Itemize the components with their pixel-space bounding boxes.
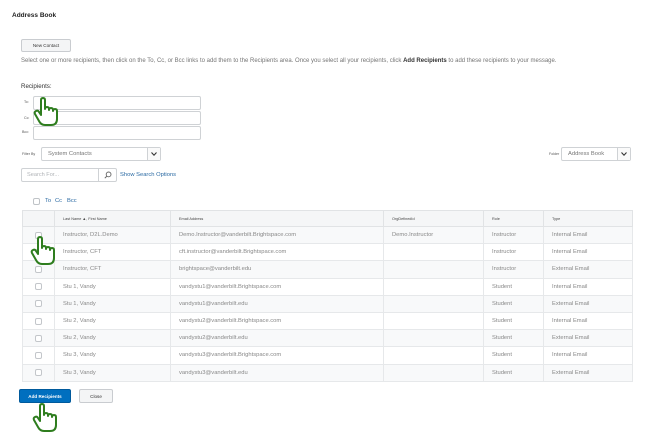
instructions-part: to add these recipients to your message. [446, 58, 557, 64]
to-label: To: [24, 100, 29, 104]
show-search-options-link[interactable]: Show Search Options [120, 172, 177, 178]
page-title: Address Book [12, 12, 57, 19]
row-checkbox[interactable] [35, 369, 42, 376]
filter-select[interactable] [41, 147, 161, 161]
search-placeholder: Search For... [27, 172, 60, 178]
table-row[interactable] [23, 364, 633, 381]
row-checkbox[interactable] [35, 318, 42, 325]
search-input[interactable] [21, 168, 117, 182]
bcc-link[interactable]: Bcc [67, 198, 77, 204]
name-cell: Instructor, CFT [55, 244, 171, 261]
cc-link[interactable]: Cc [55, 198, 63, 204]
orgid-cell [384, 244, 484, 261]
orgid-cell [384, 330, 484, 347]
type-cell: Internal Email [544, 244, 633, 261]
role-cell: Student [484, 347, 544, 364]
instructions-emphasis: Add Recipients [403, 58, 447, 64]
orgid-cell [384, 278, 484, 295]
bcc-label: Bcc: [22, 130, 29, 134]
type-column-header: Type [544, 211, 633, 227]
orgid-cell [384, 347, 484, 364]
name-cell: Stu 2, Vandy [55, 312, 171, 329]
to-link[interactable]: To [45, 198, 52, 204]
filter-label: Filter By [22, 152, 36, 156]
row-checkbox-cell[interactable] [23, 278, 55, 295]
type-cell: Internal Email [544, 227, 633, 244]
table-row[interactable] [23, 347, 633, 364]
row-checkbox[interactable] [35, 335, 42, 342]
instructions-text [21, 57, 621, 67]
type-cell: External Email [544, 364, 633, 381]
type-cell: Internal Email [544, 347, 633, 364]
email-cell: vandystu3@vanderbilt.edu [171, 364, 384, 381]
role-cell: Student [484, 295, 544, 312]
email-cell: Demo.Instructor@vanderbilt.Brightspace.com [171, 227, 384, 244]
folder-value: Address Book [568, 151, 605, 157]
role-cell: Student [484, 364, 544, 381]
folder-label: Folder [549, 152, 560, 156]
role-cell: Student [484, 278, 544, 295]
table-row[interactable] [23, 312, 633, 329]
hand-pointer-icon [31, 403, 59, 433]
type-cell: External Email [544, 261, 633, 278]
role-column-header: Role [484, 211, 544, 227]
add-recipients-button[interactable]: Add Recipients [19, 389, 71, 403]
email-cell: vandystu1@vanderbilt.edu [171, 295, 384, 312]
orgid-cell: Demo.Instructor [384, 227, 484, 244]
new-contact-button[interactable]: New Contact [21, 39, 71, 52]
row-checkbox[interactable] [35, 266, 42, 273]
close-button[interactable]: Close [79, 389, 113, 403]
name-cell: Stu 1, Vandy [55, 278, 171, 295]
table-row[interactable] [23, 227, 633, 244]
filter-value: System Contacts [48, 151, 92, 157]
select-all-checkbox[interactable] [33, 198, 40, 205]
table-header-row [23, 211, 633, 227]
type-cell: Internal Email [544, 278, 633, 295]
chevron-down-icon [147, 148, 160, 160]
row-checkbox-cell[interactable] [23, 347, 55, 364]
checkbox-column-header [23, 211, 55, 227]
name-cell: Instructor, D2L.Demo [55, 227, 171, 244]
role-cell: Student [484, 330, 544, 347]
bcc-field[interactable] [33, 126, 201, 140]
table-row[interactable] [23, 244, 633, 261]
orgid-cell [384, 364, 484, 381]
email-cell: cft.instructor@vanderbilt.Brightspace.com [171, 244, 384, 261]
hand-pointer-icon [29, 236, 57, 266]
contacts-table [22, 210, 633, 382]
name-cell: Stu 3, Vandy [55, 364, 171, 381]
table-row[interactable] [23, 330, 633, 347]
name-column-header[interactable]: Last Name ▲, First Name [55, 211, 171, 227]
row-checkbox-cell[interactable] [23, 364, 55, 381]
search-icon[interactable] [98, 169, 116, 181]
name-cell: Stu 1, Vandy [55, 295, 171, 312]
role-cell: Student [484, 312, 544, 329]
type-cell: External Email [544, 295, 633, 312]
folder-select[interactable] [561, 147, 631, 161]
role-cell: Instructor [484, 244, 544, 261]
role-cell: Instructor [484, 227, 544, 244]
cc-label: Cc: [24, 116, 30, 120]
role-cell: Instructor [484, 261, 544, 278]
row-checkbox[interactable] [35, 352, 42, 359]
row-checkbox[interactable] [35, 300, 42, 307]
email-cell: brightspace@vanderbilt.edu [171, 261, 384, 278]
email-cell: vandystu3@vanderbilt.Brightspace.com [171, 347, 384, 364]
chevron-down-icon [617, 148, 630, 160]
name-cell: Stu 2, Vandy [55, 330, 171, 347]
orgid-cell [384, 295, 484, 312]
email-cell: vandystu2@vanderbilt.edu [171, 330, 384, 347]
orgid-cell [384, 312, 484, 329]
row-checkbox-cell[interactable] [23, 295, 55, 312]
email-cell: vandystu2@vanderbilt.Brightspace.com [171, 312, 384, 329]
table-row[interactable] [23, 278, 633, 295]
hand-pointer-icon [32, 97, 60, 127]
email-column-header: Email Address [171, 211, 384, 227]
email-cell: vandystu1@vanderbilt.Brightspace.com [171, 278, 384, 295]
orgid-cell [384, 261, 484, 278]
name-cell: Instructor, CFT [55, 261, 171, 278]
table-row[interactable] [23, 261, 633, 278]
row-checkbox-cell[interactable] [23, 330, 55, 347]
type-cell: Internal Email [544, 312, 633, 329]
orgid-column-header: OrgDefinedId [384, 211, 484, 227]
instructions-part: Select one or more recipients, then click on the To, Cc, or Bcc links to add them to the Recipients area. Once you select all your recipients, click [21, 58, 404, 64]
name-cell: Stu 3, Vandy [55, 347, 171, 364]
row-checkbox-cell[interactable] [23, 312, 55, 329]
row-checkbox[interactable] [35, 283, 42, 290]
type-cell: External Email [544, 330, 633, 347]
table-row[interactable] [23, 295, 633, 312]
recipients-label: Recipients: [21, 83, 52, 90]
